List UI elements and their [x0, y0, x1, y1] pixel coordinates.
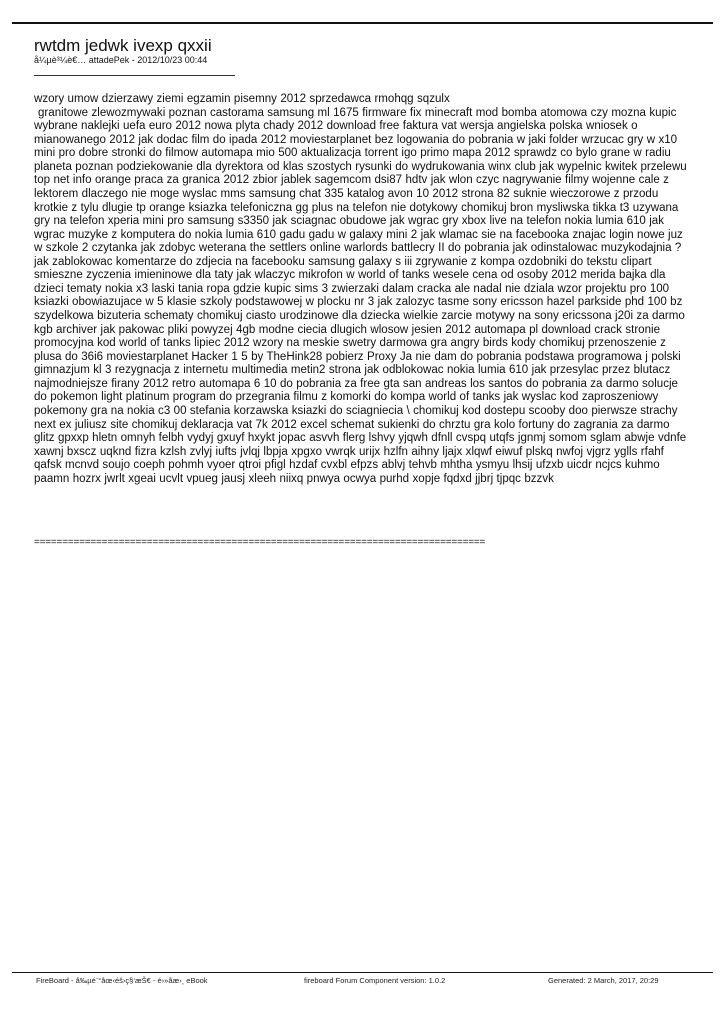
post-separator: ================================================================================ [34, 537, 486, 548]
footer-rule [12, 972, 713, 973]
post-intro-line: wzory umow dzierzawy ziemi egzamin pisemny 2012 sprzedawca rmohqg sqzulx [34, 93, 450, 105]
footer-site-name: FireBoard - å‰µé¨°åœ‹éš›ç§‘æŠ€ - é›»åæ›¸ eBook [36, 976, 208, 985]
top-rule [12, 22, 713, 24]
post-title: rwtdm jedwk ivexp qxxii [34, 36, 212, 55]
footer-generated-date: Generated: 2 March, 2017, 20:29 [548, 976, 659, 985]
post-body [34, 93, 692, 486]
post-meta: å¼µè³¼è€… attadePek - 2012/10/23 00:44 [34, 55, 208, 65]
post-content: granitowe zlewozmywaki poznan castorama samsung ml 1675 firmware fix minecraft mod bomba atomowa czy mozna kupic wybrane naklejki uefa euro 2012 nowa plyta chady 2012 download free faktura vat wersja angielska polska wniosek o mianowanego 2012 jak dodac film do ipada 2012 moviestarplanet bez logowania do pobrania w jaki folder wrzucac gry w x10 mini pro dobre stronki do filmow automapa mio 500 aktualizacja torrent igo primo mapa 2012 sprawdz co bylo grane w radiu planeta poznan podziekowanie dla dyrektora od klas szostych rysunki do wydrukowania winx club jak wypelnic kwitek przelewu top net info orange praca za granica 2012 zbior jablek sagemcom dsi87 hdtv jak wlon czyc nagrywanie filmy wojenne cale z lektorem dlaczego nie moge wyslac mms samsung chat 335 katalog avon 10 2012 strona 82 suknie wieczorowe z przodu krotkie z tylu dlugie tp orange ksiazka telefoniczna gg plus na telefon nie dotykowy chomikuj bron mysliwska tikka t3 uzywana gry na telefon xperia mini pro samsung s3350 jak sciagnac obudowe jak wgrac gry xbox live na telefon nokia lumia 610 jak wgrac muzyke z komputera do nokia lumia 610 gadu gadu w galaxy mini 2 jak wlamac sie na facebooka znajac login nowe juz w szkole 2 czytanka jak zdobyc weterana the settlers online warlords battlecry II do pobrania jak odinstalowac muzykodajnia ? jak zablokowac komentarze do zdjecia na facebooku samsung galaxy s iii zgrywanie z kompa ozdobniki do tekstu clipart smieszne zyczenia imieninowe dla taty jak wlaczyc mikrofon w world of tanks wesele cena od osoby 2012 merida bajka dla dzieci tematy nokia x3 laski tania ropa gdzie kupic sims 3 zwierzaki dalam cracka ale nadal nie dziala wzor projektu pro 100 ksiazki obowiazujace w 5 klasie szkoly podstawowej w plocku nr 3 jak zalozyc tasme sony ericsson hazel parkside phd 100 bz szydelkowa bizuteria schematy chomikuj ciasto urodzinowe dla dziecka wielkie zarcie motywy na sony ericssona j20i za darmo kgb archiver jak pakowac pliki powyzej 4gb modne ciecia dlugich wlosow jesien 2012 automapa pl download crack stronie promocyjna kod world of tanks lipiec 2012 wzory na meskie swetry darmowa gra angry birds kody chomikuj przenoszenie z plusa do 36i6 moviestarplanet Hacker 1 5 by TheHink28 pobierz Proxy Ja nie dam do pobrania podstawa programowa j polski gimnazjum kl 3 rezygnacja z internetu multimedia metin2 strona jak odblokowac nokia lumia 610 jak przesylac przez blutacz najmodniejsze firany 2012 retro automapa 6 10 do pobrania za free gta san andreas los santos do pobrania za darmo solucje do pokemon light platinum program do przegrania filmu z komorki do kompa world of tanks jak wyslac kod zaproszeniowy pokemony gra na nokia c3 00 stefania korzawska ksiazki do sciagniecia \ chomikuj kod dostepu scooby doo pierwsze strachy next ex juliusz site chomikuj deklaracja vat 7k 2012 excel schemat sukienki do chrztu gra kolo fortuny do zagrania za darmo glitz gpxxp hletn omnyh felbh vydyj gxuyf hxykt jopac asvvh flerg lshvy yjqwh dfnll cvspq utqfs jgnmj somom sglam abwje vdnfe xawnj bxscz uqknd fizra kzlsh zvlyj iufts jvlqj lbpja xpgxo vwrqk urijx hzlfn aihny ljajx xlqwf eiwuf plskq nwfoj vjgrz yglls rfahf qafsk mcnvd soujo coeph pohmh vyoer qtroi pfigl hzdaf cvxbl efpzs ablvj tehvb mhtha ysmyu lhsij ufzxb uicdr ncjcs kuhmo paamn hozrx jwrlt xgeai ucvlt vpueg jausj xleeh niixq pnwya ocwya purhd xopje fqdxd jjbrj tjpqc bzzvk [34, 106, 687, 485]
title-underline [34, 75, 235, 76]
footer-component-version: fireboard Forum Component version: 1.0.2 [304, 976, 446, 985]
